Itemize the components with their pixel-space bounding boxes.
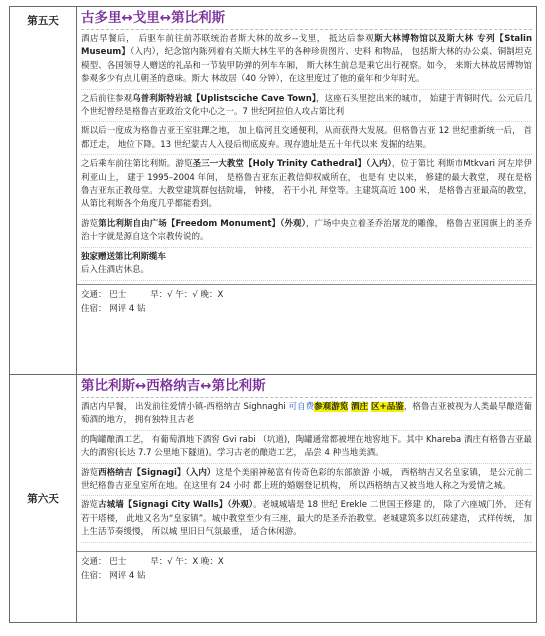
itinerary-table [9, 6, 537, 623]
day5-paragraph-1: 酒店早餐后， 后驱车前往前苏联统治者斯大林的故乡--戈里， 抵达后参观斯大林博物馆以及斯大林 专列【Stalin Museum】（入内），纪念馆内陈列着有关斯大林生平的各种珍贵图片、史料 和物品， 包括斯大林的办公桌、铜制坦克模型、各国领导人赠送的礼品和一节装甲防弹的列车车厢， 斯大林生前总是乘它出行视察。如今， 来斯大林故居博物馆参观多少有点儿朝圣的意味。斯大 林故居（40 分钟），在这里度过了他的童年和少年时光。 [81, 33, 532, 90]
day5-hotel: 住宿： 网评 4 钻 [81, 303, 146, 314]
day6-paragraph-2: 的陶罐酿酒工艺， 有葡萄酒地下酒窖 Gvi rabi （坑道)，陶罐通常都被埋在地窖地下。其中 Khareba 酒庄有格鲁吉亚最大的酒窖(长达 7.7 公里地下隧道)。学习古老的酿造工艺， 品尝 4 种当地美酒。 [81, 434, 532, 464]
day5-row [10, 7, 537, 375]
day5-paragraph-4: 之后乘车前往第比利斯。游览圣三一大教堂【Holy Trinity Cathedral】（入内），位于第比 利斯市Mtkvari 河左岸伊利亚山上， 建于 1995–2004 年间， 是格鲁吉亚东正教信仰权威所在， 也是有 史以来， 修建的最大教堂， 现在是格鲁吉亚东正教母堂。大教堂建筑群包括院墙， 钟楼， 若干小礼 拜堂等。主建筑高近 100 米， 是格鲁吉亚最高的教堂，从第比利斯各个角度几乎都能看到。 [81, 158, 532, 215]
day6-label: 第六天 [10, 375, 77, 623]
day6-row [10, 375, 537, 623]
day5-paragraph-2: 之后前往参观乌普利斯特岩城【Uplistsciche Cave Town】，这座石头里挖出来的城市， 始建于青铜时代。公元后几个世纪曾经是格鲁吉亚政治文化中心之一。7 世纪阿拉伯人攻占第比利 [81, 93, 532, 123]
day5-paragraph-3: 斯以后一度成为格鲁吉亚王室驻蹕之地， 加上临河且交通便利，从而获得大发展。但格鲁吉亚 12 世纪重新统一后， 首都迁走， 地位下降。13 世纪蒙古人入侵后彻底废弃。现存遗址是五十年代以来 发掘的结果。 [81, 125, 532, 155]
day6-transport: 交通： 巴士 [81, 556, 127, 567]
day5-paragraph-6: 独家赠送第比利斯缆车 后入住酒店休息。 [81, 251, 532, 281]
day5-paragraph-5: 游览第比利斯自由广场【Freedom Monument】（外观），广场中央立着圣乔治屠龙的雕像， 格鲁吉亚国旗上的圣乔治十字就是源自这个宗教传说的。 [81, 218, 532, 248]
day5-title: 古多里↔戈里↔第比利斯 [81, 10, 532, 30]
day6-title: 第比利斯↔西格纳吉↔第比利斯 [81, 378, 532, 398]
day6-paragraph-1: 酒店内早餐， 出发前往爱情小镇-西格纳吉 Sighnaghi 可自费参观游览 酒庄 区+品鉴，格鲁吉亚被视为人类最早酿造葡萄酒的地方， 拥有独特且古老 [81, 401, 532, 431]
day6-paragraph-3: 游览西格纳吉【Signagi】（入内）这是个美丽神秘富有传奇色彩的东部旅游 小城， 西格纳吉又名皇家镇， 是公元前二世纪格鲁吉亚皇室所在地。在这里有 24 小时 都上班的婚姻登记机构， 所以西格纳吉又被当地人称之为爱情之城。 [81, 467, 532, 497]
itinerary-table-wrapper [9, 6, 537, 623]
day5-transport: 交通： 巴士 [81, 289, 127, 300]
day6-paragraph-4: 游览古城墙【Signagi City Walls】（外观）。老城城墙是 18 世纪 Erekle 二世国王修建 的， 除了六座城门外， 还有若干塔楼， 此地又名为“皇家镇”。城中教堂至少有三座，最大的是圣乔治教堂。老城建筑多以红砖建造， 式样传统， 加上生活节奏缓慢， 所以城 里旧日气氛最重， 适合休闲游。 [81, 499, 532, 542]
day5-footer [77, 284, 536, 318]
day6-hotel: 住宿： 网评 4 钻 [81, 570, 146, 581]
day5-meals: 早：√ 午：√ 晚：X [150, 289, 224, 300]
day6-meals: 早：√ 午：X 晚：X [150, 556, 224, 567]
day5-label: 第五天 [10, 7, 77, 375]
day6-content [77, 375, 537, 623]
day5-content [77, 7, 537, 375]
day6-footer [77, 551, 536, 585]
